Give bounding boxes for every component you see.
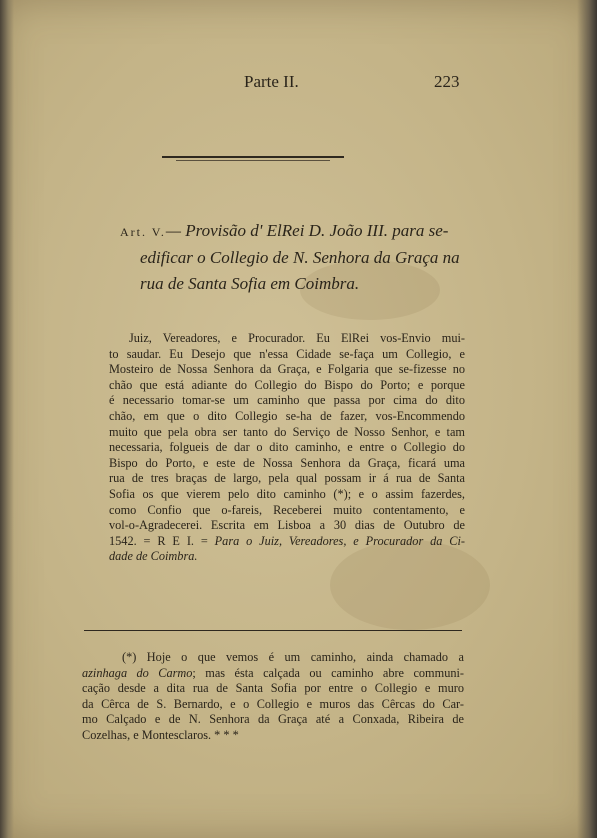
body-closing-line — [109, 534, 465, 550]
footnote-italic-place: azinhaga do Carmo — [82, 665, 193, 680]
body-line: to saudar. Eu Desejo que n'essa Cidade se-faça um Collegio, e — [109, 346, 465, 361]
page-number: 223 — [434, 72, 460, 91]
footnote-line: (*) Hoje o que vemos é um caminho, ainda chamado a — [122, 650, 464, 664]
title-line-2: edificar o Collegio de N. Senhora da Graça na — [140, 248, 460, 267]
page-left-binding-edge — [0, 0, 14, 838]
body-line: é necessario tomar-se um caminho que passa por cima do dito — [109, 393, 465, 408]
footnote-line: Cozelhas, e Montesclaros. * * * — [82, 727, 239, 742]
body-line: necessaria, folgueis de dar o dito caminho, e entre o Collegio do — [109, 440, 465, 455]
body-line: Juiz, Vereadores, e Procurador. Eu ElRei vos-Envio mui- — [129, 331, 465, 345]
body-line: muito que pela obra ser tanto do Serviço de Nosso Senhor, e tam — [109, 424, 465, 439]
header-rule-thin — [176, 160, 330, 161]
body-line: Mosteiro de Nossa Senhora da Graça, e Folgaria que se-fizesse no — [109, 362, 465, 377]
body-line: como Confio que o-fareis, Receberei muito contentamento, e — [109, 502, 465, 517]
page-right-edge — [577, 0, 597, 838]
header-rule — [162, 156, 344, 158]
footnote — [82, 650, 464, 744]
part-label: Parte II. — [244, 72, 299, 91]
body-line: rua de tres braças de largo, pela qual possam ir á rua de Santa — [109, 471, 465, 486]
title-text: — Provisão d' ElRei D. João III. para se- — [165, 221, 449, 240]
body-line: Sofia os que vierem pelo dito caminho (*); e o assim fazerdes, — [109, 486, 465, 501]
body-line: chão, em que o dito Collegio se-ha de fazer, vos-Encommendo — [109, 408, 465, 423]
running-header — [0, 72, 597, 96]
footnote-line: mo Calçado e de N. Senhora da Graça até a Conxada, Ribeira de — [82, 712, 464, 727]
body-line: chão que está adiante do Collegio do Bispo do Porto; e porque — [109, 377, 465, 392]
footnote-line: cação desde a dita rua de Santa Sofia por entre o Collegio e muro — [82, 681, 464, 696]
footnote-line: da Cêrca de S. Bernardo, e o Collegio e muros das Cêrcas do Car- — [82, 696, 464, 711]
closing-addressees: Para o Juiz, Vereadores, e Procurador da Ci- — [214, 533, 465, 548]
document-body — [109, 331, 465, 565]
body-line: Bispo do Porto, e este de Nossa Senhora da Graça, ficará uma — [109, 455, 465, 470]
closing-date: 1542. = R E I. = — [109, 533, 215, 548]
body-closing-last: dade de Coimbra. — [109, 549, 198, 564]
footnote-line — [82, 666, 464, 682]
title-line-3: rua de Santa Sofia em Coimbra. — [140, 274, 360, 293]
footnote-line-rest: ; mas ésta calçada ou caminho abre communi- — [192, 665, 464, 680]
body-line: vol-o-Agradecerei. Escrita em Lisboa a 30 dias de Outubro de — [109, 518, 465, 533]
title-line-1 — [120, 218, 480, 245]
article-number: Art. V. — [120, 225, 166, 239]
footnote-rule — [84, 630, 462, 631]
article-title — [120, 218, 480, 297]
